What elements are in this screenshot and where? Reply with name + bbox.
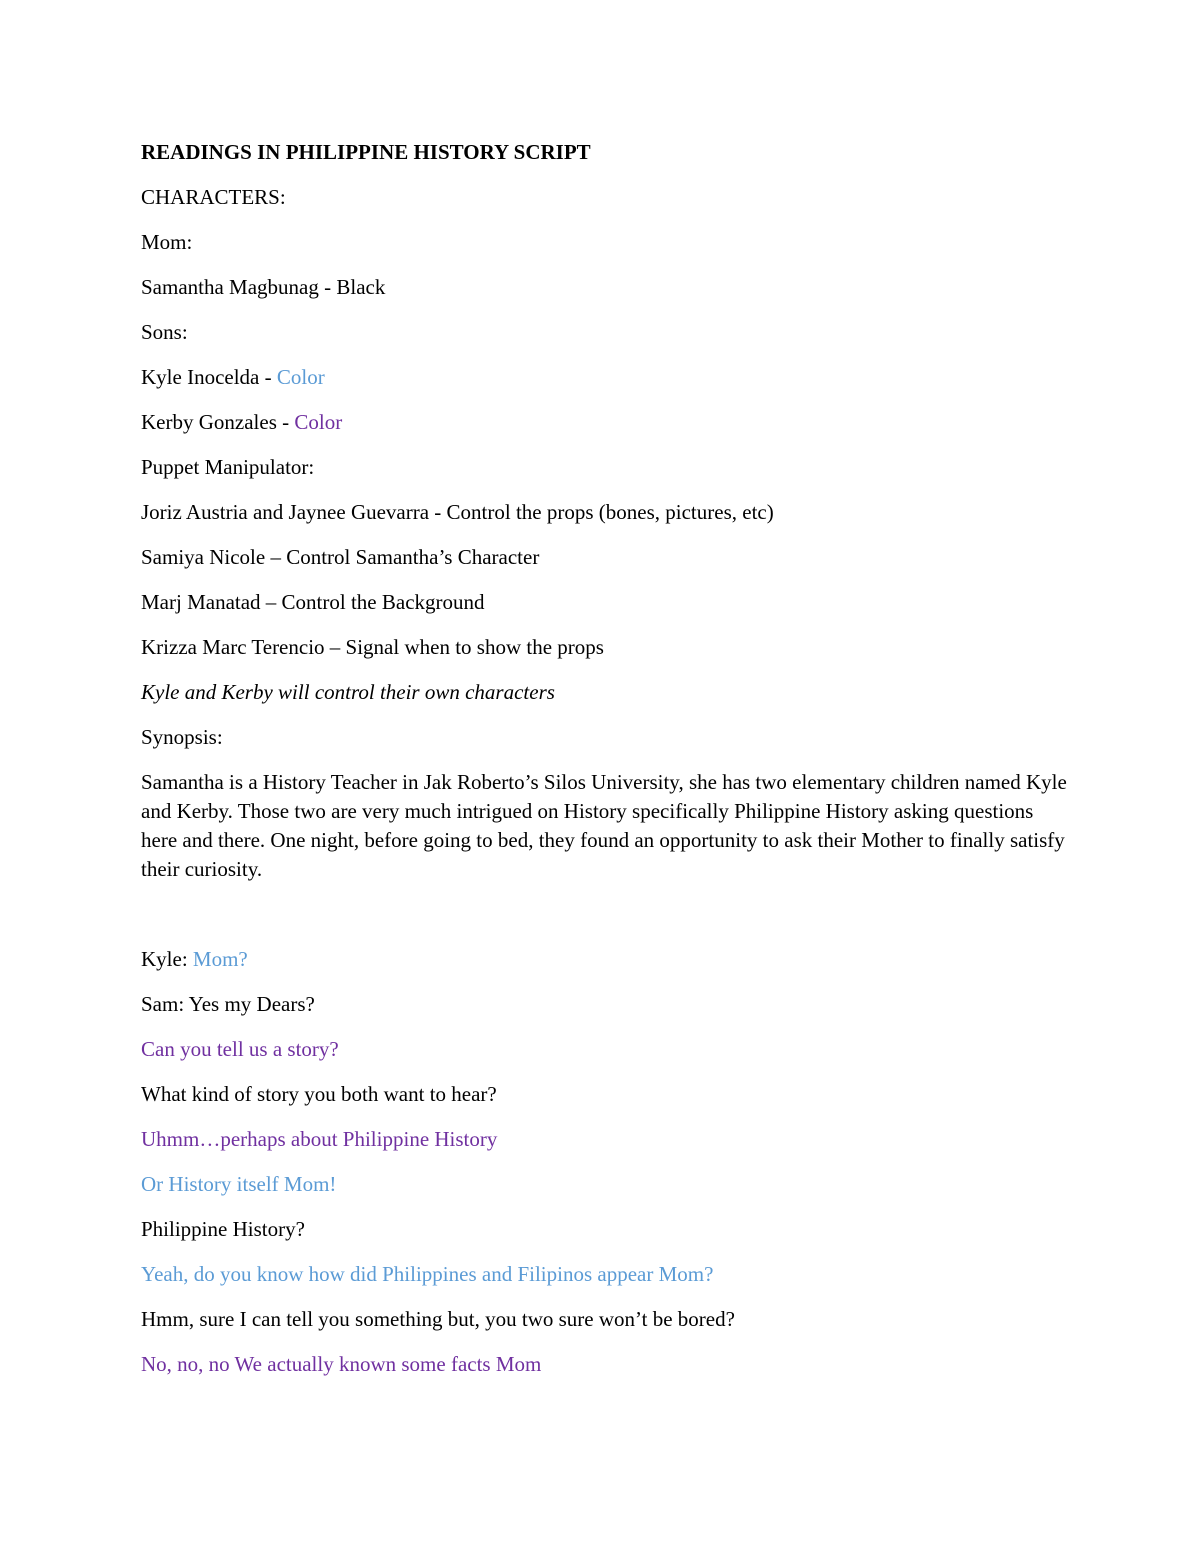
dialogue-line: Or History itself Mom! (141, 1172, 337, 1196)
document-page (141, 138, 1071, 1395)
son-kerby-line (141, 408, 1071, 437)
dialogue-line: Philippine History? (141, 1217, 305, 1241)
mom-heading: Mom: (141, 230, 193, 254)
synopsis-heading: Synopsis: (141, 725, 223, 749)
dialogue-line: Sam: Yes my Dears? (141, 992, 315, 1016)
puppet-line: Joriz Austria and Jaynee Guevarra - Control the props (bones, pictures, etc) (141, 500, 774, 524)
mom-name: Samantha Magbunag - Black (141, 275, 386, 299)
section-spacer (141, 884, 1071, 945)
sons-heading: Sons: (141, 320, 188, 344)
characters-heading: CHARACTERS: (141, 185, 286, 209)
son-kerby-color: Color (294, 410, 343, 434)
puppet-line: Krizza Marc Terencio – Signal when to show the props (141, 635, 604, 659)
dialogue-line: What kind of story you both want to hear? (141, 1082, 497, 1106)
son-kyle-name: Kyle Inocelda - (141, 365, 277, 389)
speaker-label: Kyle: (141, 947, 193, 971)
dialogue-line: No, no, no We actually known some facts Mom (141, 1352, 542, 1376)
characters-note: Kyle and Kerby will control their own characters (141, 680, 555, 704)
kyle-line: Mom? (192, 947, 248, 971)
dialogue-line: Yeah, do you know how did Philippines and Filipinos appear Mom? (141, 1262, 714, 1286)
puppet-line: Marj Manatad – Control the Background (141, 590, 485, 614)
son-kerby-name: Kerby Gonzales - (141, 410, 295, 434)
puppet-line: Samiya Nicole – Control Samantha’s Character (141, 545, 540, 569)
document-title: READINGS IN PHILIPPINE HISTORY SCRIPT (141, 140, 591, 164)
dialogue-line: Hmm, sure I can tell you something but, you two sure won’t be bored? (141, 1307, 735, 1331)
dialogue-line: Uhmm…perhaps about Philippine History (141, 1127, 498, 1151)
dialogue-line (141, 945, 1071, 974)
synopsis-text: Samantha is a History Teacher in Jak Roberto’s Silos University, she has two elementary children named Kyle and Kerby. Those two are very much intrigued on History specifically Philippine History asking questions here and there. One night, before going to bed, they found an opportunity to ask their Mother to finally satisfy their curiosity. (141, 770, 1073, 881)
son-kyle-color: Color (276, 365, 325, 389)
dialogue-line: Can you tell us a story? (141, 1037, 339, 1061)
puppet-heading: Puppet Manipulator: (141, 455, 315, 479)
son-kyle-line (141, 363, 1071, 392)
